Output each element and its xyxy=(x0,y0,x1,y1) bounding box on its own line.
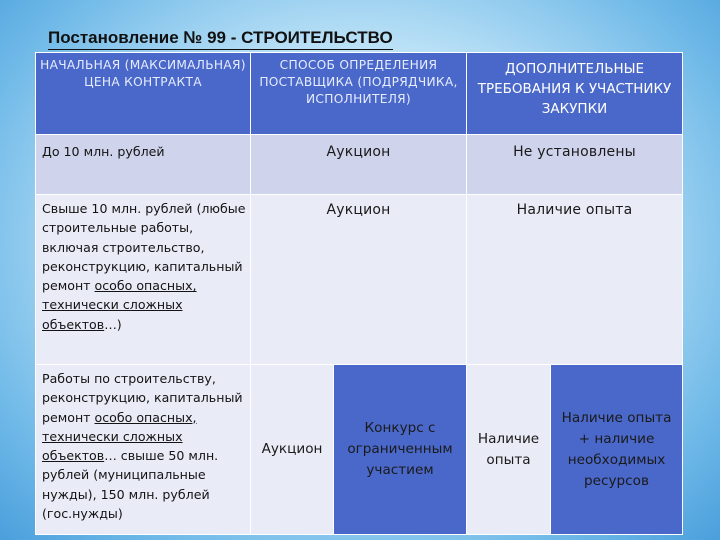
table-header-row xyxy=(36,53,683,135)
method-contest-cell: Конкурс с ограниченным участием xyxy=(334,365,467,535)
method-cell: Аукцион xyxy=(251,195,467,365)
page-title: Постановление № 99 - СТРОИТЕЛЬСТВО xyxy=(48,28,393,50)
table-row xyxy=(36,195,683,365)
header-requirements: ДОПОЛНИТЕЛЬНЫЕ ТРЕБОВАНИЯ К УЧАСТНИКУ ЗАКУПКИ xyxy=(467,53,683,135)
procurement-table xyxy=(35,52,683,535)
price-text-end: …) xyxy=(104,316,122,332)
price-text: Свыше 10 млн. рублей (любые строительные работы, включая строительство, реконструкцию, капитальный ремонт xyxy=(42,201,246,294)
table-row xyxy=(36,365,683,535)
header-price: НАЧАЛЬНАЯ (МАКСИМАЛЬНАЯ) ЦЕНА КОНТРАКТА xyxy=(36,53,251,135)
price-text: Работы по строительству, реконструкцию, капитальный ремонт xyxy=(42,371,243,425)
header-method: СПОСОБ ОПРЕДЕЛЕНИЯ ПОСТАВЩИКА (ПОДРЯДЧИКА, ИСПОЛНИТЕЛЯ) xyxy=(251,53,467,135)
price-cell xyxy=(36,195,251,365)
requirement-experience-cell: Наличие опыта xyxy=(467,365,551,535)
method-cell: Аукцион xyxy=(251,135,467,195)
price-cell xyxy=(36,365,251,535)
price-cell: До 10 млн. рублей xyxy=(36,135,251,195)
table-row xyxy=(36,135,683,195)
method-auction-cell: Аукцион xyxy=(251,365,334,535)
objects-link-text: особо опасных, технически сложных объектов xyxy=(42,409,197,464)
requirement-cell: Наличие опыта xyxy=(467,195,683,365)
price-text-end: … свыше 50 млн. рублей (муниципальные нужды), 150 млн. рублей (гос.нужды) xyxy=(42,448,219,522)
requirement-resources-cell: Наличие опыта + наличие необходимых ресурсов xyxy=(551,365,683,535)
requirement-cell: Не установлены xyxy=(467,135,683,195)
objects-link-text: особо опасных, технически сложных объектов xyxy=(42,278,197,332)
